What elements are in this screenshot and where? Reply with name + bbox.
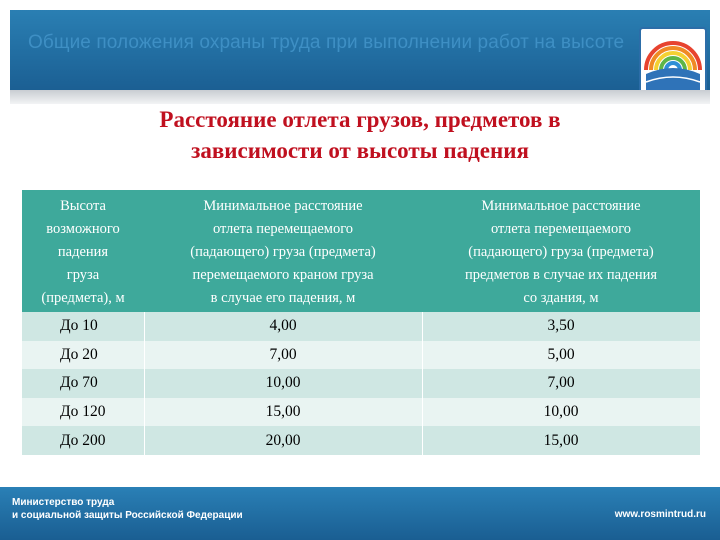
crane-distance-cell: 15,00 — [144, 398, 422, 427]
building-distance-cell: 5,00 — [422, 341, 700, 370]
table-row — [22, 341, 700, 370]
crane-distance-cell: 7,00 — [144, 341, 422, 370]
header-title: Общие положения охраны труда при выполнении работ на высоте — [28, 32, 625, 53]
footer-org-line2: и социальной защиты Российской Федерации — [12, 510, 243, 521]
table-row — [22, 426, 700, 455]
height-cell: До 70 — [22, 369, 144, 398]
distance-table — [22, 190, 701, 455]
footer-bar — [0, 487, 720, 540]
table-row — [22, 398, 700, 427]
height-cell: До 200 — [22, 426, 144, 455]
header-bar — [10, 10, 710, 90]
header-height: Высота возможного падения груза (предмета), м — [22, 190, 144, 312]
building-distance-cell: 7,00 — [422, 369, 700, 398]
building-distance-cell: 3,50 — [422, 312, 700, 341]
crane-distance-cell: 10,00 — [144, 369, 422, 398]
building-distance-cell: 10,00 — [422, 398, 700, 427]
table-row — [22, 312, 700, 341]
header-divider — [10, 90, 710, 104]
slide-title: Расстояние отлета грузов, предметов в зависимости от высоты падения — [159, 107, 561, 163]
height-cell: До 120 — [22, 398, 144, 427]
crane-distance-cell: 20,00 — [144, 426, 422, 455]
crane-distance-cell: 4,00 — [144, 312, 422, 341]
table-row — [22, 369, 700, 398]
header-building-distance: Минимальное расстояние отлета перемещаемого (падающего) груза (предмета) предметов в случае их падения со здания, м — [422, 190, 700, 312]
footer-website-link[interactable]: www.rosmintrud.ru — [614, 509, 706, 520]
height-cell: До 10 — [22, 312, 144, 341]
building-distance-cell: 15,00 — [422, 426, 700, 455]
height-cell: До 20 — [22, 341, 144, 370]
table-header-row — [22, 190, 700, 312]
ministry-logo-icon — [638, 26, 708, 98]
footer-org-line1: Министерство труда — [12, 497, 115, 508]
header-crane-distance: Минимальное расстояние отлета перемещаемого (падающего) груза (предмета) перемещаемого краном груза в случае его падения, м — [144, 190, 422, 312]
